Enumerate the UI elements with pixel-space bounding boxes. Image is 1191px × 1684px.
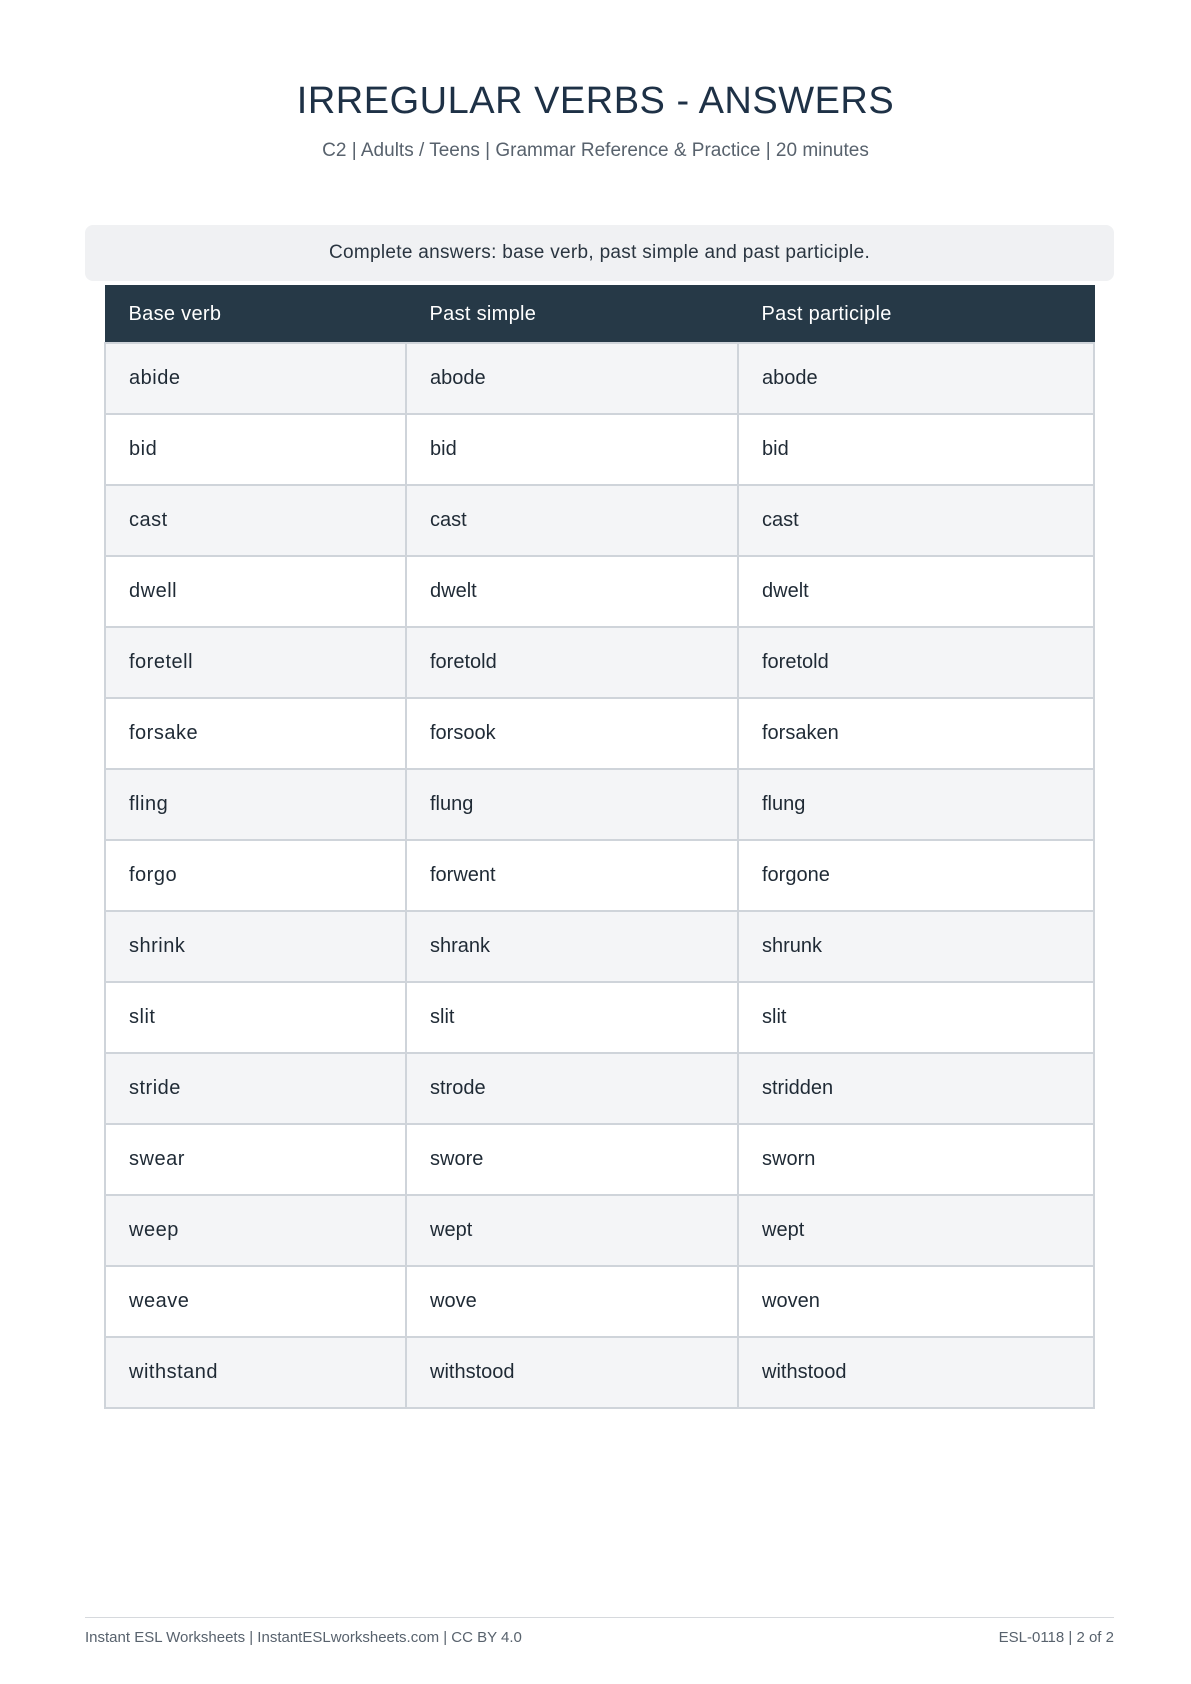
table-row <box>105 414 1094 485</box>
past-participle-cell: withstood <box>738 1337 1094 1408</box>
base-verb-cell: dwell <box>105 556 406 627</box>
table-row <box>105 911 1094 982</box>
table-row <box>105 485 1094 556</box>
past-participle-cell: flung <box>738 769 1094 840</box>
past-simple-cell: wept <box>406 1195 738 1266</box>
table-row <box>105 1337 1094 1408</box>
base-verb-cell: foretell <box>105 627 406 698</box>
base-verb-cell: forgo <box>105 840 406 911</box>
table-row <box>105 1124 1094 1195</box>
table-row <box>105 982 1094 1053</box>
past-participle-cell: shrunk <box>738 911 1094 982</box>
past-participle-cell: foretold <box>738 627 1094 698</box>
past-participle-cell: forgone <box>738 840 1094 911</box>
base-verb-cell: cast <box>105 485 406 556</box>
table-row <box>105 343 1094 414</box>
column-header-base-verb: Base verb <box>105 286 406 344</box>
instructions-text: Complete answers: base verb, past simple and past participle. <box>328 242 871 263</box>
past-participle-cell: wept <box>738 1195 1094 1266</box>
base-verb-cell: shrink <box>105 911 406 982</box>
table-header-row <box>105 286 1094 344</box>
past-participle-cell: abode <box>738 343 1094 414</box>
page-title: IRREGULAR VERBS - ANSWERS <box>296 80 895 122</box>
past-simple-cell: flung <box>406 769 738 840</box>
base-verb-cell: swear <box>105 1124 406 1195</box>
base-verb-cell: slit <box>105 982 406 1053</box>
past-participle-cell: dwelt <box>738 556 1094 627</box>
verbs-table <box>104 285 1095 1409</box>
base-verb-cell: stride <box>105 1053 406 1124</box>
footer-credits: Instant ESL Worksheets | InstantESLworksheets.com | CC BY 4.0 <box>85 1629 522 1646</box>
table-row <box>105 840 1094 911</box>
past-simple-cell: swore <box>406 1124 738 1195</box>
past-participle-cell: stridden <box>738 1053 1094 1124</box>
past-participle-cell: forsaken <box>738 698 1094 769</box>
base-verb-cell: weep <box>105 1195 406 1266</box>
table-row <box>105 769 1094 840</box>
past-simple-cell: shrank <box>406 911 738 982</box>
past-simple-cell: foretold <box>406 627 738 698</box>
column-header-past-participle: Past participle <box>738 286 1094 344</box>
past-simple-cell: wove <box>406 1266 738 1337</box>
table-row <box>105 1053 1094 1124</box>
footer-divider <box>85 1617 1114 1618</box>
past-simple-cell: strode <box>406 1053 738 1124</box>
table-body <box>105 343 1094 1408</box>
base-verb-cell: fling <box>105 769 406 840</box>
table-row <box>105 1266 1094 1337</box>
table-row <box>105 556 1094 627</box>
past-simple-cell: forwent <box>406 840 738 911</box>
past-participle-cell: cast <box>738 485 1094 556</box>
base-verb-cell: abide <box>105 343 406 414</box>
past-participle-cell: sworn <box>738 1124 1094 1195</box>
table-header <box>105 286 1094 344</box>
past-simple-cell: dwelt <box>406 556 738 627</box>
base-verb-cell: withstand <box>105 1337 406 1408</box>
table-row <box>105 627 1094 698</box>
past-simple-cell: bid <box>406 414 738 485</box>
past-simple-cell: abode <box>406 343 738 414</box>
instructions-box <box>85 225 1114 281</box>
past-simple-cell: withstood <box>406 1337 738 1408</box>
past-simple-cell: slit <box>406 982 738 1053</box>
past-simple-cell: cast <box>406 485 738 556</box>
base-verb-cell: forsake <box>105 698 406 769</box>
table-row <box>105 698 1094 769</box>
base-verb-cell: weave <box>105 1266 406 1337</box>
base-verb-cell: bid <box>105 414 406 485</box>
past-simple-cell: forsook <box>406 698 738 769</box>
past-participle-cell: woven <box>738 1266 1094 1337</box>
table-row <box>105 1195 1094 1266</box>
past-participle-cell: bid <box>738 414 1094 485</box>
page-subtitle: C2 | Adults / Teens | Grammar Reference & Practice | 20 minutes <box>322 140 869 161</box>
column-header-past-simple: Past simple <box>406 286 738 344</box>
footer-page-number: ESL-0118 | 2 of 2 <box>998 1629 1114 1646</box>
past-participle-cell: slit <box>738 982 1094 1053</box>
